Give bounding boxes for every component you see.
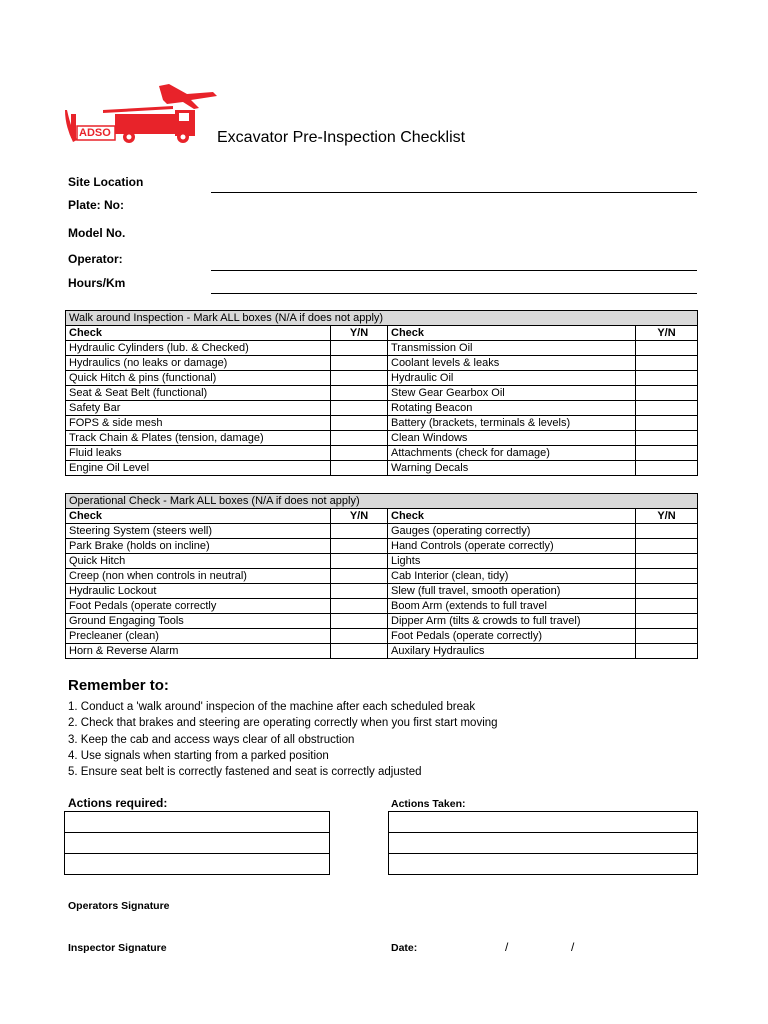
yn-cell[interactable] [331, 629, 388, 644]
yn-cell[interactable] [331, 356, 388, 371]
check-item: Transmission Oil [388, 341, 636, 356]
hours-km-line[interactable] [211, 293, 697, 294]
table-row [66, 356, 698, 371]
check-item: Boom Arm (extends to full travel [388, 599, 636, 614]
yn-cell[interactable] [331, 614, 388, 629]
table-row [66, 524, 698, 539]
yn-cell[interactable] [331, 644, 388, 659]
table-row [66, 554, 698, 569]
actions-taken-label: Actions Taken: [391, 798, 466, 810]
page-title: Excavator Pre-Inspection Checklist [217, 129, 466, 146]
yn-cell[interactable] [636, 584, 698, 599]
yn-cell[interactable] [636, 554, 698, 569]
table-row [66, 461, 698, 476]
yn-cell[interactable] [331, 554, 388, 569]
check-item: Dipper Arm (tilts & crowds to full travel) [388, 614, 636, 629]
yn-cell[interactable] [636, 539, 698, 554]
table-row [66, 614, 698, 629]
actions-required-line[interactable] [65, 854, 329, 874]
table-row [66, 446, 698, 461]
actions-required-line[interactable] [65, 833, 329, 854]
site-location-label: Site Location [68, 175, 144, 189]
table-row [66, 644, 698, 659]
check-column-header: Check [388, 509, 636, 524]
table-row [66, 416, 698, 431]
actions-taken-line[interactable] [389, 854, 697, 874]
walk-around-heading: Walk around Inspection - Mark ALL boxes (N/A if does not apply) [66, 311, 698, 326]
model-no-label: Model No. [68, 226, 126, 240]
check-item: Creep (non when controls in neutral) [66, 569, 331, 584]
actions-required-box[interactable] [64, 811, 330, 875]
yn-cell[interactable] [331, 401, 388, 416]
yn-cell[interactable] [331, 584, 388, 599]
check-item: Track Chain & Plates (tension, damage) [66, 431, 331, 446]
logo-text: ADSO [79, 127, 111, 139]
date-separator: / [571, 940, 575, 954]
operator-signature-label: Operators Signature [68, 900, 170, 912]
yn-cell[interactable] [331, 599, 388, 614]
check-item: Hydraulics (no leaks or damage) [66, 356, 331, 371]
check-item: Rotating Beacon [388, 401, 636, 416]
table-row [66, 569, 698, 584]
list-item: 3. Keep the cab and access ways clear of all obstruction [68, 733, 355, 746]
check-item: Slew (full travel, smooth operation) [388, 584, 636, 599]
check-item: Ground Engaging Tools [66, 614, 331, 629]
check-item: Engine Oil Level [66, 461, 331, 476]
check-item: Hydraulic Cylinders (lub. & Checked) [66, 341, 331, 356]
check-item: Horn & Reverse Alarm [66, 644, 331, 659]
check-item: Park Brake (holds on incline) [66, 539, 331, 554]
check-item: Hand Controls (operate correctly) [388, 539, 636, 554]
list-item: 5. Ensure seat belt is correctly fastened and seat is correctly adjusted [68, 766, 422, 779]
yn-cell[interactable] [636, 629, 698, 644]
date-separator: / [505, 940, 509, 954]
yn-cell[interactable] [331, 341, 388, 356]
check-item: Lights [388, 554, 636, 569]
yn-cell[interactable] [636, 386, 698, 401]
actions-required-line[interactable] [65, 812, 329, 833]
walk-around-table [65, 310, 698, 476]
check-item: Foot Pedals (operate correctly) [388, 629, 636, 644]
check-item: Foot Pedals (operate correctly [66, 599, 331, 614]
yn-cell[interactable] [331, 446, 388, 461]
operational-check-table [65, 493, 698, 659]
yn-column-header: Y/N [636, 326, 698, 341]
check-item: Precleaner (clean) [66, 629, 331, 644]
hours-km-label: Hours/Km [68, 276, 126, 290]
table-row [66, 584, 698, 599]
actions-taken-box[interactable] [388, 811, 698, 875]
operator-line[interactable] [211, 270, 697, 271]
actions-required-label: Actions required: [68, 796, 168, 810]
remember-heading: Remember to: [68, 677, 169, 694]
yn-cell[interactable] [636, 341, 698, 356]
table-row [66, 629, 698, 644]
check-item: Hydraulic Oil [388, 371, 636, 386]
table-row [66, 599, 698, 614]
operational-heading: Operational Check - Mark ALL boxes (N/A if does not apply) [66, 494, 698, 509]
yn-cell[interactable] [331, 416, 388, 431]
yn-cell[interactable] [331, 461, 388, 476]
check-item: Gauges (operating correctly) [388, 524, 636, 539]
check-item: Seat & Seat Belt (functional) [66, 386, 331, 401]
check-item: Coolant levels & leaks [388, 356, 636, 371]
yn-cell[interactable] [636, 446, 698, 461]
check-item: Quick Hitch [66, 554, 331, 569]
yn-cell[interactable] [636, 401, 698, 416]
check-column-header: Check [66, 326, 331, 341]
check-item: Quick Hitch & pins (functional) [66, 371, 331, 386]
actions-taken-line[interactable] [389, 812, 697, 833]
yn-cell[interactable] [636, 416, 698, 431]
yn-column-header: Y/N [331, 509, 388, 524]
list-item: 4. Use signals when starting from a parked position [68, 749, 329, 762]
yn-cell[interactable] [636, 599, 698, 614]
yn-cell[interactable] [636, 524, 698, 539]
check-item: Hydraulic Lockout [66, 584, 331, 599]
check-item: Cab Interior (clean, tidy) [388, 569, 636, 584]
yn-column-header: Y/N [331, 326, 388, 341]
check-item: Safety Bar [66, 401, 331, 416]
yn-cell[interactable] [636, 461, 698, 476]
check-item: FOPS & side mesh [66, 416, 331, 431]
table-row [66, 371, 698, 386]
table-row [66, 401, 698, 416]
yn-cell[interactable] [636, 431, 698, 446]
check-item: Fluid leaks [66, 446, 331, 461]
table-row [66, 539, 698, 554]
check-column-header: Check [388, 326, 636, 341]
plate-no-label: Plate: No: [68, 198, 125, 212]
site-location-line[interactable] [211, 192, 697, 193]
table-row [66, 431, 698, 446]
list-item: 1. Conduct a 'walk around' inspecion of the machine after each scheduled break [68, 701, 476, 713]
check-item: Attachments (check for damage) [388, 446, 636, 461]
yn-cell[interactable] [636, 356, 698, 371]
yn-cell[interactable] [636, 569, 698, 584]
yn-column-header: Y/N [636, 509, 698, 524]
yn-cell[interactable] [636, 644, 698, 659]
operator-label: Operator: [68, 252, 123, 266]
check-column-header: Check [66, 509, 331, 524]
table-row [66, 386, 698, 401]
check-item: Stew Gear Gearbox Oil [388, 386, 636, 401]
check-item: Auxilary Hydraulics [388, 644, 636, 659]
yn-cell[interactable] [636, 371, 698, 386]
yn-cell[interactable] [331, 524, 388, 539]
yn-cell[interactable] [331, 569, 388, 584]
check-item: Battery (brackets, terminals & levels) [388, 416, 636, 431]
actions-taken-line[interactable] [389, 833, 697, 854]
check-item: Warning Decals [388, 461, 636, 476]
list-item: 2. Check that brakes and steering are operating correctly when you first start moving [68, 717, 498, 730]
yn-cell[interactable] [331, 386, 388, 401]
check-item: Steering System (steers well) [66, 524, 331, 539]
yn-cell[interactable] [636, 614, 698, 629]
yn-cell[interactable] [331, 371, 388, 386]
date-label: Date: [391, 942, 418, 954]
table-row [66, 341, 698, 356]
remember-list [68, 699, 498, 780]
inspector-signature-label: Inspector Signature [68, 942, 167, 954]
yn-cell[interactable] [331, 539, 388, 554]
check-item: Clean Windows [388, 431, 636, 446]
yn-cell[interactable] [331, 431, 388, 446]
